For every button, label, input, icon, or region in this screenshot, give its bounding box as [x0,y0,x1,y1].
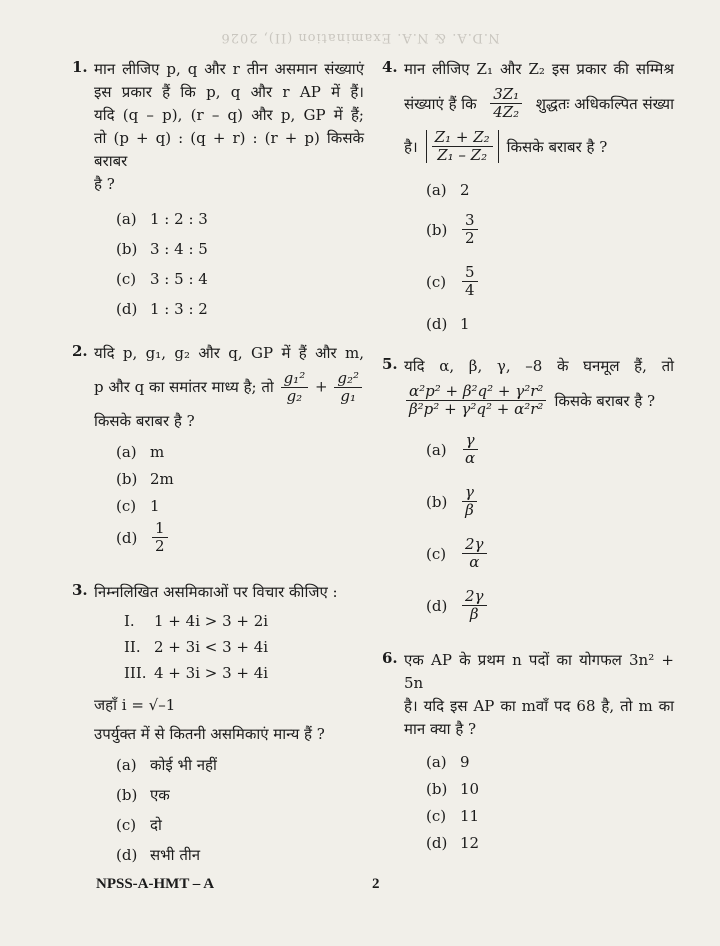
option-text: 2m [150,470,174,488]
option-label: (c) [116,816,137,834]
option-label: (d) [116,300,138,318]
option-b[interactable] [116,784,364,806]
option-label: (a) [426,181,447,199]
question-text-line: यदि (q – p), (r – q) और p, GP में हैं; [94,106,364,124]
option-label: (d) [116,528,138,547]
question-2 [72,342,364,559]
question-number: 3. [72,581,88,599]
question-5 [382,355,674,627]
option-a[interactable] [116,208,364,230]
fraction-numerator: γ [463,433,478,450]
question-number: 4. [382,58,398,76]
question-text-line: है। यदि इस AP का mवाँ पद 68 है, तो m का [404,697,674,715]
statement-text: 2 + 3i < 3 + 4i [154,638,269,656]
option-text: एक [150,786,170,804]
option-b[interactable] [426,778,674,800]
option-label: (b) [116,240,138,258]
question-number: 6. [382,649,398,667]
fraction-numerator: 2γ [462,537,487,554]
option-c[interactable] [426,805,674,827]
statement-3 [124,660,364,686]
fraction-numerator: Z₁ + Z₂ [432,130,493,147]
option-label: (a) [426,753,447,771]
option-label: (c) [426,544,447,563]
statement-number: I. [124,612,135,630]
question-text-line: मान लीजिए Z₁ और Z₂ इस प्रकार की सम्मिश्र [404,60,674,78]
fraction-numerator: α²p² + β²q² + γ²r² [406,384,546,401]
option-text: 1 [150,497,160,515]
option-label: (b) [426,220,448,239]
footer-code: NPSS-A-HMT – A [96,876,215,892]
right-column [382,58,674,854]
fraction-denominator: 2 [155,537,165,555]
fraction-numerator: 1 [152,521,168,538]
question-text-line: है। [404,137,418,156]
question-text-line: जहाँ i = √–1 [94,696,176,714]
question-text-line: किसके बराबर है ? [554,391,656,410]
fraction-denominator: β²p² + γ²q² + α²r² [409,400,544,418]
fraction-numerator: 5 [462,265,478,282]
option-text: 12 [460,834,480,852]
fraction-denominator: β [469,605,479,623]
fraction-numerator: g₂² [334,371,362,388]
option-text: दो [150,816,162,834]
question-text-line: शुद्धतः अधिकल्पित संख्या [535,94,674,113]
question-text-line: p और q का समांतर माध्य है; तो [94,378,274,396]
option-text: 3 : 5 : 4 [150,270,208,288]
question-text-line: निम्नलिखित असमिकाओं पर विचार कीजिए : [94,583,338,601]
option-d[interactable] [426,589,674,627]
option-text: 1 : 2 : 3 [150,210,208,228]
option-label: (b) [116,470,138,488]
option-b[interactable] [426,213,674,251]
fraction-denominator: g₁ [340,387,356,405]
question-text-line: तो (p + q) : (q + r) : (r + p) किसके बराबर [94,129,364,170]
option-label: (d) [426,596,448,615]
question-text-line: यदि p, g₁, g₂ और q, GP में हैं और m, [94,344,364,362]
option-b[interactable] [426,485,674,523]
option-text: सभी तीन [150,846,201,864]
fraction-denominator: α [465,449,476,467]
option-a[interactable] [426,179,674,201]
question-number: 1. [72,58,88,76]
option-text: 2 [460,181,470,199]
option-d[interactable] [116,844,364,866]
option-d[interactable] [426,832,674,854]
option-a[interactable] [116,441,364,463]
question-text-line: मान लीजिए p, q और r तीन असमान संख्याएं [94,60,364,78]
option-label: (d) [426,315,448,333]
option-label: (c) [426,807,447,825]
option-label: (a) [116,210,137,228]
option-label: (a) [426,440,447,459]
left-column [72,58,364,866]
option-c[interactable] [426,265,674,303]
option-c[interactable] [116,814,364,836]
statement-number: II. [124,638,141,656]
option-text: कोई भी नहीं [150,756,217,774]
question-text-line: यदि α, β, γ, –8 के घनमूल हैं, तो [404,357,674,375]
fraction-denominator: 2 [465,229,475,247]
fraction-numerator: γ [462,485,477,502]
option-text: 11 [460,807,480,825]
page-number: 2 [372,876,380,892]
question-text-line: किसके बराबर है ? [94,412,195,430]
option-d[interactable] [426,313,674,335]
option-b[interactable] [116,238,364,260]
option-text: 1 : 3 : 2 [150,300,208,318]
question-number: 5. [382,355,398,373]
question-text-line: किसके बराबर है ? [506,137,608,156]
option-d[interactable] [116,521,364,559]
option-label: (c) [116,497,137,515]
option-a[interactable] [426,751,674,773]
question-number: 2. [72,342,88,360]
fraction-denominator: 4 [465,281,475,299]
option-text: m [150,443,165,461]
math-expression [406,384,546,417]
watermark: N.D.A. & N.A. Examination (II), 2026 [220,30,500,45]
fraction-numerator: 3Z₁ [490,87,522,104]
statement-text: 4 + 3i > 3 + 4i [154,664,269,682]
question-text-line: इस प्रकार हैं कि p, q और r AP में हैं। [94,83,364,101]
option-c[interactable] [116,495,364,517]
option-text: 1 [460,315,470,333]
fraction-numerator: 3 [462,213,478,230]
option-d[interactable] [116,298,364,320]
option-label: (b) [426,492,448,511]
fraction-denominator: Z₁ – Z₂ [437,146,488,164]
math-expression [279,371,364,404]
fraction-numerator: 2γ [462,589,487,606]
option-c[interactable] [426,537,674,575]
option-text: 10 [460,780,480,798]
option-a[interactable] [426,433,674,471]
question-1 [72,58,364,320]
option-label: (c) [116,270,137,288]
option-a[interactable] [116,754,364,776]
option-label: (b) [116,786,138,804]
fraction-denominator: α [469,553,480,571]
statement-number: III. [124,664,147,682]
statement-2 [124,634,364,660]
statement-1 [124,608,364,634]
absolute-value [426,130,499,163]
option-label: (a) [116,756,137,774]
question-text-line: मान क्या है ? [404,720,477,738]
statement-text: 1 + 4i > 3 + 2i [154,612,269,630]
option-b[interactable] [116,468,364,490]
option-label: (b) [426,780,448,798]
option-label: (d) [116,846,138,864]
fraction-numerator: g₁² [281,371,309,388]
option-text: 3 : 4 : 5 [150,240,208,258]
option-text: 9 [460,753,470,771]
fraction-denominator: 4Z₂ [493,103,520,121]
fraction-denominator: g₂ [286,387,303,405]
option-label: (c) [426,272,447,291]
option-c[interactable] [116,268,364,290]
option-label: (d) [426,834,448,852]
question-text-line: एक AP के प्रथम n पदों का योगफल 3n² + 5n [404,651,674,692]
question-6 [382,649,674,854]
plus-sign: + [315,377,328,396]
fraction-denominator: β [465,501,474,519]
question-text-line: संख्याएं हैं कि [404,94,477,113]
question-text-line: है ? [94,175,115,193]
option-label: (a) [116,443,137,461]
question-3 [72,581,364,866]
question-text-line: उपर्युक्त में से कितनी असमिकाएं मान्य हैं ? [94,725,325,743]
question-4 [382,58,674,335]
